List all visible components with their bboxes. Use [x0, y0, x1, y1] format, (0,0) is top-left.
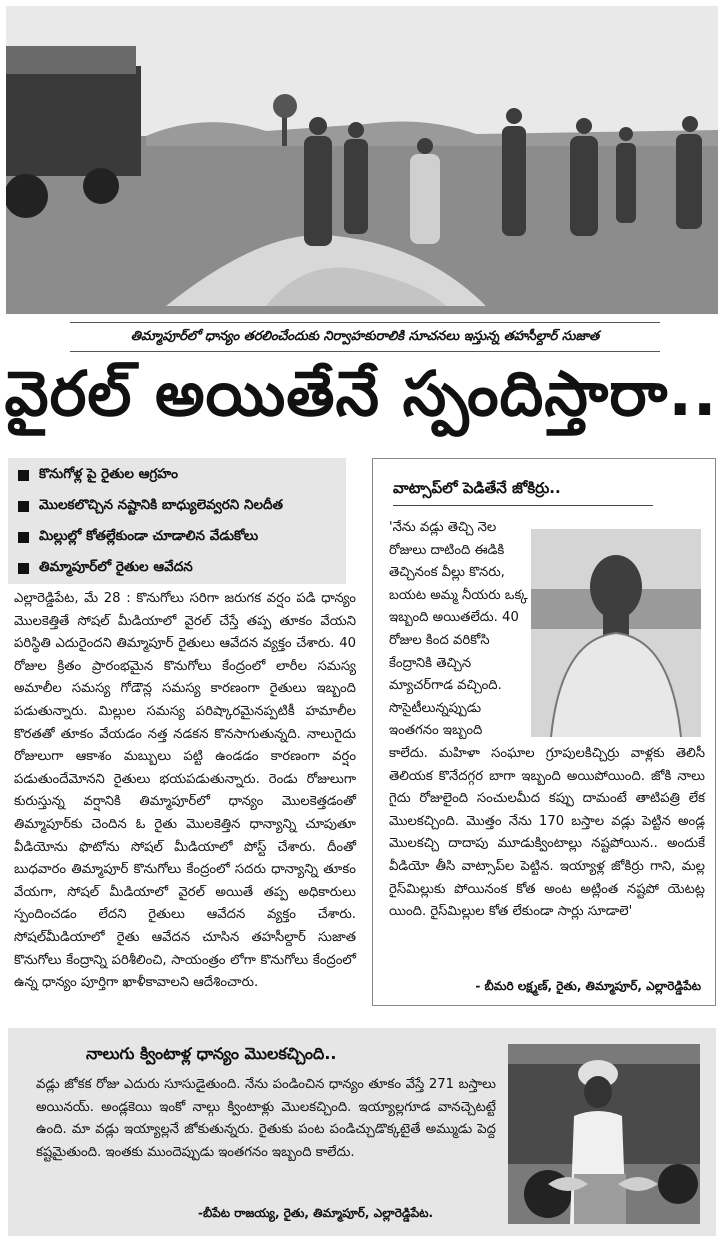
- bullet-square-icon: [18, 501, 29, 512]
- second-farmer-box: [8, 1028, 716, 1236]
- highlight-item: [8, 491, 346, 522]
- highlight-item: [8, 460, 346, 491]
- bullet-square-icon: [18, 470, 29, 481]
- highlight-text: తిమ్మాపూర్‌లో రైతుల ఆవేదన: [39, 559, 193, 575]
- bullet-square-icon: [18, 532, 29, 543]
- highlight-text: కొనుగోళ్ల పై రైతుల ఆగ్రహం: [39, 466, 178, 482]
- article-body: ఎల్లారెడ్డిపేట, మే 28 : కొనుగోలు సరిగా జరుగక వర్షం పడి ధాన్యం మొలకెత్తితే సోషల్ మీడియాలో వైరల్ చేస్తే తప్ప తూకం వేయని పరిస్థితి ఎదురైందని తిమ్మాపూర్ రైతులు ఆవేదన వ్యక్తం చేశారు. 40 రోజుల క్రితం ప్రారంభమైన కొనుగోలు కేంద్రంలో లారీల సమస్య అమాలీల సమస్య గోడౌన్ల సమస్య కారణంగా రైతులు ఇబ్బంది పడుతున్నారు. మిల్లుల సమస్య పరిష్కారమైనప్పటికీ హమాలీల కొరతతో తూకం వేయడం నత్త నడకన కొనసాగుతున్నది. నాలుగైదు రోజులుగా ఆకాశం మబ్బులు పట్టి ఉండడం కారణంగా వర్షం పడుతుందేమోనని రైతులు భయపడుతున్నారు. రెండు రోజులుగా కురుస్తున్న వర్షానికి తిమ్మాపూర్‌లో ధాన్యం మొలకెత్తడంతో తిమ్మాపూర్‌కు చెందిన ఓ రైతు మొలకెత్తిన ధాన్యాన్ని చూపుతూ వీడియోను ఫొటోను సోషల్ మీడియాలో పోస్ట్ చేశారు. దీంతో బుధవారం తిమ్మాపూర్ కొనుగోలు కేంద్రంలో సదరు ధాన్యాన్ని తూకం వేయగా, సోషల్ మీడియాలో వైరల్ అయితే తప్ప అధికారులు స్పందించడం లేదని రైతులు ఆవేదన వ్యక్తం చేశారు. సోషల్‌మీడియాలో రైతు ఆవేదన చూసిన తహసీల్దార్ సుజాత కొనుగోలు కేంద్రాన్ని పరిశీలించి, సాయంత్రం లోగా కొనుగోలు కేంద్రంలో ఉన్న ధాన్యం పూర్తిగా ఖాళీకావాలని ఆదేశించారు.: [14, 591, 356, 991]
- second-farmer-photo: [508, 1044, 700, 1224]
- second-portrait-illustration: [508, 1044, 700, 1224]
- farmer-quote-box: [372, 458, 716, 1006]
- highlight-text: మొలకలొచ్చిన నష్టానికి బాధ్యులెవ్వరని నిలదీత: [39, 497, 284, 513]
- highlight-item: [8, 553, 346, 584]
- main-photo: [6, 6, 718, 314]
- main-photo-illustration: [6, 6, 718, 314]
- second-quote-text: వడ్లు జోకక రోజు ఎదురు సూసుడైతుంది. నేను పండించిన ధాన్యం తూకం వేస్తే 271 బస్తాలు అయినయ్. అండ్లకెయి ఇంకో నాల్గు క్వింటాళ్లు మొలకచ్చింది. ఇయ్యాల్లగూడ వానచ్చెటట్టే ఉంది. మా వడ్లు ఇయ్యాల్లనే జోకుతున్నరు. రైతుకు పంట పండిచ్చుడొక్కటైతే అమ్ముడు పెద్ద కష్టమైతుంది. ఇంతకు ముందెప్పుడు ఇంతగనం ఇబ్బంది కాలేదు.: [36, 1077, 496, 1160]
- highlight-text: మిల్లుల్లో కోతల్లేకుండా చూడాలిన వేడుకోలు: [39, 528, 259, 544]
- highlights-box: [8, 458, 346, 584]
- second-quote-title: నాలుగు క్వింటాళ్ల ధాన్యం మొలకచ్చింది..: [86, 1044, 337, 1063]
- quote-text-continued: కాలేదు. మహిళా సంఘాల గ్రూపులకిచ్చిర్రు వాళ్లకు తెలిసీ తెలియక కొనేదగ్గర బాగా ఇబ్బంది అయిపోయింది. జోకి నాలు గైదు రోజులైంది సంచులమీద కప్పు దామంటే తాటిపత్రి లేక మొలకచ్చింది. మొత్తం నేను 170 బస్తాల వడ్లు పెట్టిన అండ్ల మొలకచ్చి దాదాపు మూడుక్వింటాల్లు నష్టపోయిన.. అందుకే వీడియో తీసి వాట్సాప్‌ల పెట్టిన. ఇయ్యాళ్ల జోకిర్రు గాని, మల్ల రైస్‌మిల్లుకు పోయినంక కోత అంట అట్లింత నష్టపో యెటట్ల యింది. రైస్‌మిల్లుల కోత లేకుండా సార్లు సూడాలె': [389, 746, 705, 920]
- portrait-illustration: [531, 529, 701, 737]
- bullet-square-icon: [18, 563, 29, 574]
- farmer-portrait-photo: [531, 529, 701, 737]
- quote-title: వాట్సాప్‌లో పెడితేనే జోకిర్రు..: [393, 479, 561, 497]
- title-divider: [393, 505, 653, 506]
- quote-signature: - బీమరి లక్ష్మణ్, రైతు, తిమ్మాపూర్, ఎల్లారెడ్డిపేట: [475, 979, 701, 993]
- photo-caption: తిమ్మాపూర్‌లో ధాన్యం తరలించేందుకు నిర్వాహకురాలికి సూచనలు ఇస్తున్న తహసీల్దార్ సుజాత: [70, 322, 660, 352]
- second-quote-signature: -బీపేట రాజయ్య, రైతు, తిమ్మాపూర్, ఎల్లారెడ్డిపేట.: [198, 1206, 434, 1220]
- headline: వైరల్ అయితేనే స్పందిస్తారా..: [4, 357, 718, 430]
- highlight-item: [8, 522, 346, 553]
- quote-text-top: 'నేను వడ్లు తెచ్చి నెల రోజులు దాటింది ఈడికి తెచ్చినంక వీల్లు కొనరు, బయట అమ్మ నీయరు ఒక్క ఇబ్బంది అయితలేదు. 40 రోజుల కింద వరికోసి కేంద్రానికి తెచ్చిన మ్యాచర్‌గాడ వచ్చింది. సొసైటీలున్నప్పుడు ఇంతగనం ఇబ్బంది: [389, 520, 528, 739]
